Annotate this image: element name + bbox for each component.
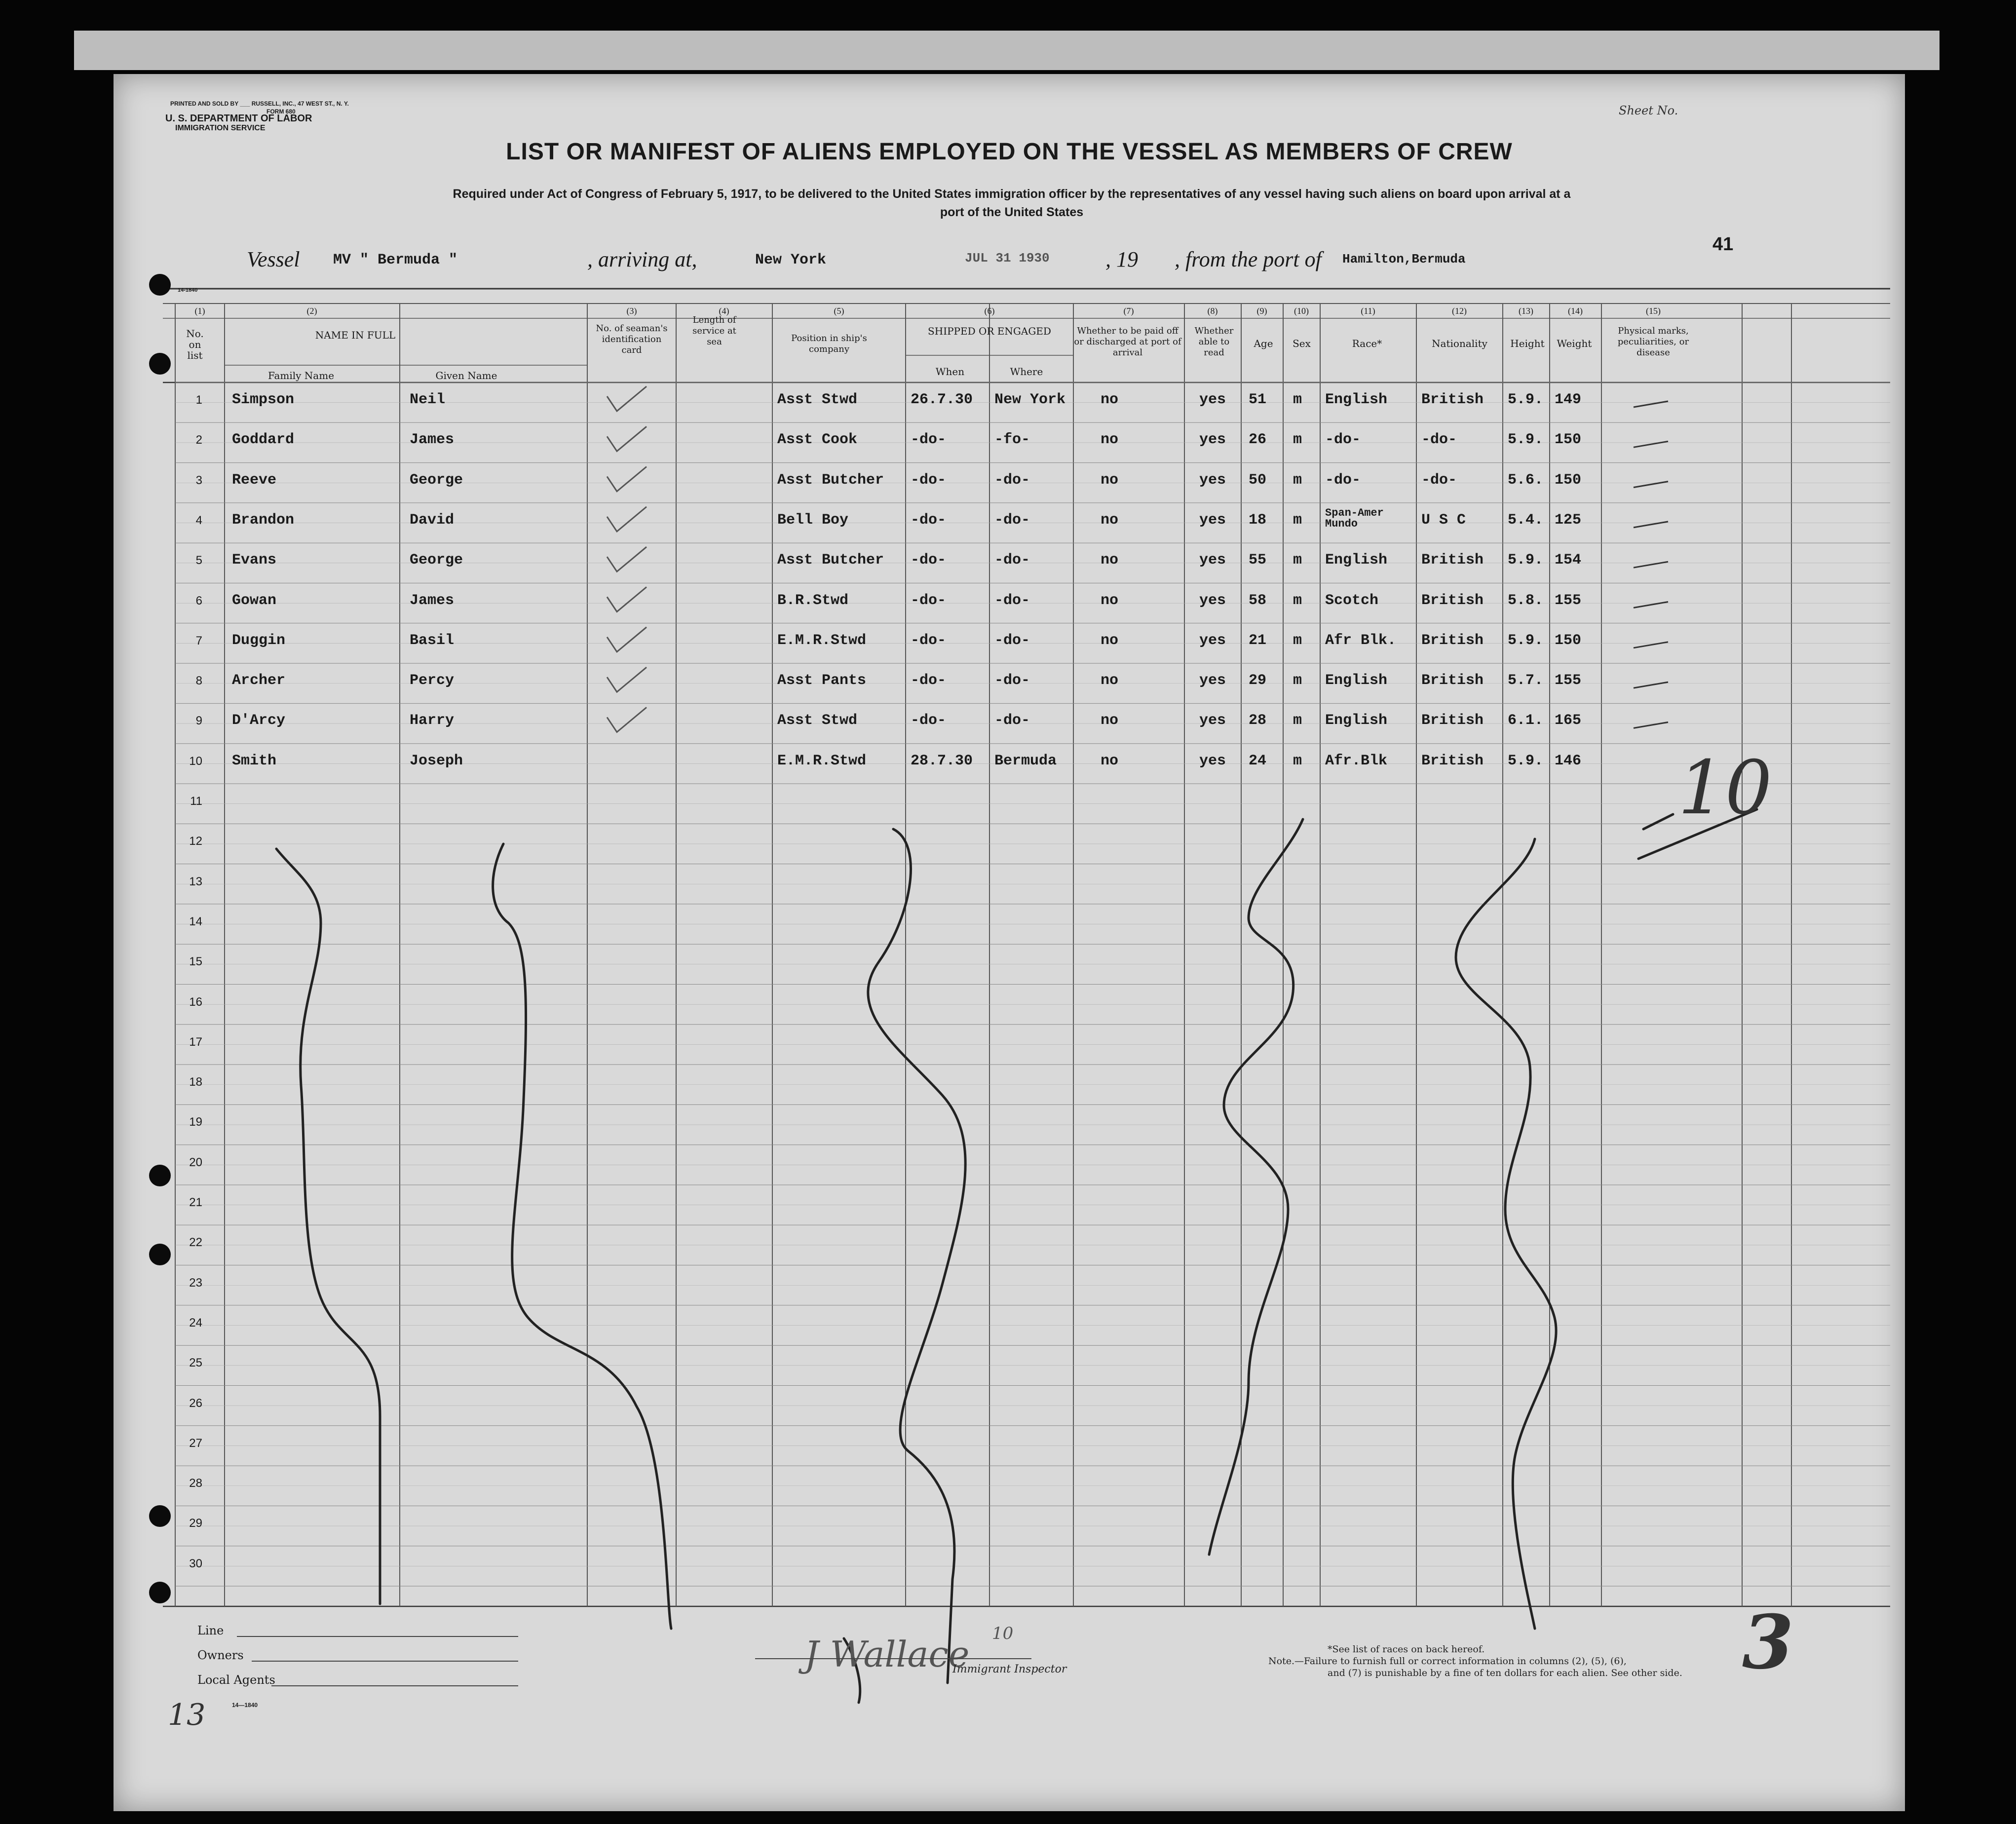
header-seaman-card: No. of seaman's identification card xyxy=(596,323,668,355)
cell-shipped-where: -do- xyxy=(994,672,1030,689)
header-when: When xyxy=(935,366,965,378)
column-number: (10) xyxy=(1294,306,1309,316)
cell-shipped-where: -do- xyxy=(994,471,1030,489)
cell-age: 21 xyxy=(1249,632,1267,649)
column-number: (6) xyxy=(984,306,995,316)
cell-given-name: George xyxy=(410,471,463,489)
cell-shipped-where: -do- xyxy=(994,511,1030,529)
header-shipped-engaged: SHIPPED OR ENGAGED xyxy=(928,325,1051,337)
header-name-in-full: NAME IN FULL xyxy=(315,329,396,341)
cell-race: Scotch xyxy=(1325,592,1379,609)
row-number: 27 xyxy=(189,1436,202,1450)
cell-paid-off: no xyxy=(1101,552,1119,569)
cell-family-name: Evans xyxy=(232,552,277,569)
cell-sex: m xyxy=(1293,391,1302,408)
cell-nationality: British xyxy=(1421,752,1484,769)
cell-able-to-read: yes xyxy=(1199,431,1226,449)
header-sex: Sex xyxy=(1293,338,1311,349)
footnote-penalty-2: and (7) is punishable by a fine of ten dollars for each alien. See other side. xyxy=(1328,1668,1682,1678)
cell-family-name: D'Arcy xyxy=(232,712,286,729)
header-height: Height xyxy=(1510,338,1545,349)
cell-shipped-where: -do- xyxy=(994,592,1030,609)
cell-weight: 149 xyxy=(1555,391,1582,408)
column-number: (7) xyxy=(1123,306,1134,316)
cell-shipped-where: -do- xyxy=(994,552,1030,569)
cell-family-name: Simpson xyxy=(232,391,295,408)
cell-able-to-read: yes xyxy=(1199,511,1226,529)
cell-family-name: Brandon xyxy=(232,511,295,529)
header-length-service: Length of service at sea xyxy=(692,315,736,347)
cell-sex: m xyxy=(1293,752,1302,769)
cell-shipped-where: -do- xyxy=(994,632,1030,649)
cell-weight: 150 xyxy=(1555,632,1582,649)
department-label: U. S. DEPARTMENT OF LABOR xyxy=(165,113,312,124)
cell-height: 5.9. xyxy=(1508,752,1544,769)
row-number: 18 xyxy=(189,1075,202,1089)
cell-shipped-when: -do- xyxy=(911,712,947,729)
arriving-label: , arriving at, xyxy=(587,247,697,271)
cell-shipped-when: -do- xyxy=(911,431,947,449)
cell-sex: m xyxy=(1293,471,1302,489)
row-number: 4 xyxy=(195,513,202,527)
cell-height: 5.4. xyxy=(1508,511,1544,529)
cell-shipped-where: -fo- xyxy=(994,431,1030,449)
service-label: IMMIGRATION SERVICE xyxy=(175,124,266,132)
cell-position: E.M.R.Stwd xyxy=(777,632,867,649)
row-number: 3 xyxy=(195,473,202,487)
inspector-rule xyxy=(755,1658,1031,1659)
form-code-bottom: 14—1840 xyxy=(232,1702,258,1709)
column-number: (8) xyxy=(1207,306,1218,316)
year-label: , 19 xyxy=(1105,247,1138,271)
footer-owners-rule xyxy=(252,1661,518,1662)
void-scribble-name xyxy=(276,849,380,1604)
cell-shipped-when: 28.7.30 xyxy=(911,752,973,769)
cell-shipped-where: Bermuda xyxy=(994,752,1057,769)
row-number: 26 xyxy=(189,1396,202,1410)
cell-given-name: Percy xyxy=(410,672,455,689)
column-number: (14) xyxy=(1568,306,1583,316)
binder-hole xyxy=(149,1244,171,1265)
cell-family-name: Smith xyxy=(232,752,277,769)
corner-number: 3 xyxy=(1742,1599,1794,1686)
cell-family-name: Archer xyxy=(232,672,286,689)
cell-able-to-read: yes xyxy=(1199,672,1226,689)
requirement-line-2: port of the United States xyxy=(940,205,1084,219)
footnote-penalty-1: Note.—Failure to furnish full or correct information in columns (2), (5), (6), xyxy=(1268,1656,1627,1667)
column-number: (12) xyxy=(1452,306,1467,316)
cell-race: -do- xyxy=(1325,471,1361,489)
cell-position: E.M.R.Stwd xyxy=(777,752,867,769)
cell-nationality: British xyxy=(1421,712,1484,729)
row-number: 29 xyxy=(189,1517,202,1530)
cell-race: English xyxy=(1325,712,1388,729)
cell-age: 24 xyxy=(1249,752,1267,769)
binder-hole xyxy=(149,1505,171,1527)
cell-given-name: James xyxy=(410,592,455,609)
inspector-label: Immigrant Inspector xyxy=(952,1663,1067,1675)
cell-weight: 146 xyxy=(1555,752,1582,769)
header-where: Where xyxy=(1010,366,1043,378)
void-scribble-card xyxy=(493,844,671,1629)
cell-shipped-where: -do- xyxy=(994,712,1030,729)
cell-given-name: George xyxy=(410,552,463,569)
cell-shipped-when: -do- xyxy=(911,552,947,569)
row-number: 2 xyxy=(195,433,202,447)
header-age: Age xyxy=(1254,338,1273,349)
from-port: Hamilton,Bermuda xyxy=(1342,252,1466,266)
manifest-sheet xyxy=(114,74,1905,1811)
cell-age: 51 xyxy=(1249,391,1267,408)
row-number: 1 xyxy=(195,393,202,407)
row-number: 7 xyxy=(195,634,202,647)
requirement-line-1: Required under Act of Congress of February 5, 1917, to be delivered to the United States immigration officer by the representatives of any vessel having such aliens on board upon arrival at a xyxy=(453,187,1571,201)
cell-race: English xyxy=(1325,552,1388,569)
cell-height: 5.9. xyxy=(1508,391,1544,408)
cell-given-name: Harry xyxy=(410,712,455,729)
cell-given-name: Basil xyxy=(410,632,455,649)
cell-height: 5.7. xyxy=(1508,672,1544,689)
cell-height: 6.1. xyxy=(1508,712,1544,729)
cell-age: 18 xyxy=(1249,511,1267,529)
row-number: 10 xyxy=(189,754,202,768)
header-able-to-read: Whether able to read xyxy=(1194,326,1234,358)
column-number: (13) xyxy=(1519,306,1533,316)
footnote-races: *See list of races on back hereof. xyxy=(1328,1644,1485,1655)
cell-position: Asst Butcher xyxy=(777,471,884,489)
void-scribble-read xyxy=(1209,819,1303,1555)
cell-sex: m xyxy=(1293,552,1302,569)
footnotes xyxy=(1268,1643,1682,1679)
handwritten-total: 10 xyxy=(1678,745,1772,831)
publisher-line: PRINTED AND SOLD BY ___ RUSSELL, INC., 47 WEST ST., N. Y. xyxy=(170,100,349,107)
void-scribble-race xyxy=(1456,839,1556,1629)
cell-position: Asst Cook xyxy=(777,431,858,449)
form-number: FORM 680 xyxy=(266,108,296,115)
cell-height: 5.8. xyxy=(1508,592,1544,609)
cell-family-name: Reeve xyxy=(232,471,277,489)
cell-weight: 155 xyxy=(1555,592,1582,609)
sheet-number-label: Sheet No. xyxy=(1619,104,1678,117)
cell-race: Afr.Blk xyxy=(1325,752,1388,769)
page-number: 41 xyxy=(1712,234,1734,255)
footer-line-rule xyxy=(237,1636,518,1637)
corner-mark: 13 xyxy=(168,1698,206,1732)
row-number: 23 xyxy=(189,1276,202,1290)
cell-shipped-when: -do- xyxy=(911,471,947,489)
row-number: 28 xyxy=(189,1477,202,1490)
cell-height: 5.6. xyxy=(1508,471,1544,489)
cell-height: 5.9. xyxy=(1508,632,1544,649)
cell-given-name: Joseph xyxy=(410,752,463,769)
cell-nationality: -do- xyxy=(1421,431,1457,449)
vessel-label: Vessel xyxy=(247,247,300,271)
header-race: Race* xyxy=(1352,338,1382,349)
row-number: 24 xyxy=(189,1316,202,1330)
cell-age: 26 xyxy=(1249,431,1267,449)
cell-able-to-read: yes xyxy=(1199,471,1226,489)
cell-able-to-read: yes xyxy=(1199,712,1226,729)
footer-owners-label: Owners xyxy=(197,1648,244,1662)
cell-nationality: British xyxy=(1421,391,1484,408)
cell-sex: m xyxy=(1293,592,1302,609)
cell-race: Afr Blk. xyxy=(1325,632,1397,649)
cell-age: 50 xyxy=(1249,471,1267,489)
cell-sex: m xyxy=(1293,632,1302,649)
header-position: Position in ship's company xyxy=(791,333,867,354)
column-number: (1) xyxy=(194,306,205,316)
cell-age: 58 xyxy=(1249,592,1267,609)
cell-position: Asst Stwd xyxy=(777,391,858,408)
footer-line-label: Line xyxy=(197,1624,224,1637)
cell-weight: 125 xyxy=(1555,511,1582,529)
header-physical-marks: Physical marks, peculiarities, or disease xyxy=(1617,326,1689,358)
footer-agents-label: Local Agents xyxy=(197,1673,275,1687)
cell-paid-off: no xyxy=(1101,431,1119,449)
form-code: 14-1840 xyxy=(178,287,198,293)
cell-age: 29 xyxy=(1249,672,1267,689)
cell-weight: 154 xyxy=(1555,552,1582,569)
cell-position: Bell Boy xyxy=(777,511,849,529)
row-number: 14 xyxy=(189,914,202,928)
column-number: (5) xyxy=(834,306,844,316)
row-number: 15 xyxy=(189,955,202,969)
from-label: , from the port of xyxy=(1175,247,1322,271)
cell-shipped-when: 26.7.30 xyxy=(911,391,973,408)
column-number: (3) xyxy=(626,306,637,316)
row-number: 30 xyxy=(189,1557,202,1570)
cell-able-to-read: yes xyxy=(1199,552,1226,569)
row-number: 13 xyxy=(189,874,202,888)
vessel-name: MV " Bermuda " xyxy=(333,252,458,268)
arriving-port: New York xyxy=(755,252,827,268)
arrival-date-stamp: JUL 31 1930 xyxy=(965,251,1050,266)
row-number: 9 xyxy=(195,714,202,728)
row-number: 19 xyxy=(189,1115,202,1129)
cell-paid-off: no xyxy=(1101,752,1119,769)
row-number: 16 xyxy=(189,995,202,1009)
cell-paid-off: no xyxy=(1101,712,1119,729)
cell-nationality: U S C xyxy=(1421,511,1466,529)
cell-able-to-read: yes xyxy=(1199,632,1226,649)
row-number: 17 xyxy=(189,1035,202,1049)
cell-given-name: Neil xyxy=(410,391,446,408)
cell-position: Asst Butcher xyxy=(777,552,884,569)
cell-age: 28 xyxy=(1249,712,1267,729)
inspector-number: 10 xyxy=(992,1624,1014,1643)
cell-family-name: Gowan xyxy=(232,592,277,609)
total-dash-line xyxy=(1643,814,1673,829)
column-number: (4) xyxy=(719,306,729,316)
row-number: 20 xyxy=(189,1155,202,1169)
cell-given-name: David xyxy=(410,511,455,529)
cell-paid-off: no xyxy=(1101,471,1119,489)
cell-able-to-read: yes xyxy=(1199,752,1226,769)
cell-position: Asst Pants xyxy=(777,672,867,689)
cell-sex: m xyxy=(1293,712,1302,729)
cell-paid-off: no xyxy=(1101,511,1119,529)
binder-hole xyxy=(149,1582,171,1603)
row-number: 5 xyxy=(195,554,202,568)
header-no: No. on list xyxy=(186,328,204,361)
header-paid-off: Whether to be paid off or discharged at port of arrival xyxy=(1074,326,1181,358)
row-number: 21 xyxy=(189,1196,202,1209)
cell-height: 5.9. xyxy=(1508,552,1544,569)
page-top-edge xyxy=(74,31,1940,70)
cell-weight: 150 xyxy=(1555,471,1582,489)
column-number: (15) xyxy=(1646,306,1661,316)
row-number: 25 xyxy=(189,1356,202,1370)
cell-given-name: James xyxy=(410,431,455,449)
handwritten-marks xyxy=(114,74,1905,1811)
cell-able-to-read: yes xyxy=(1199,391,1226,408)
cell-sex: m xyxy=(1293,511,1302,529)
binder-hole xyxy=(149,353,171,375)
cell-sex: m xyxy=(1293,431,1302,449)
footer-agents-rule xyxy=(271,1685,518,1686)
row-number: 8 xyxy=(195,674,202,688)
binder-hole xyxy=(149,274,171,296)
cell-race: English xyxy=(1325,391,1388,408)
cell-weight: 165 xyxy=(1555,712,1582,729)
column-number: (2) xyxy=(306,306,317,316)
column-number: (9) xyxy=(1256,306,1267,316)
binder-hole xyxy=(149,1165,171,1186)
header-weight: Weight xyxy=(1557,338,1592,349)
row-number: 22 xyxy=(189,1236,202,1250)
cell-nationality: -do- xyxy=(1421,471,1457,489)
column-number: (11) xyxy=(1361,306,1375,316)
cell-paid-off: no xyxy=(1101,391,1119,408)
cell-age: 55 xyxy=(1249,552,1267,569)
cell-height: 5.9. xyxy=(1508,431,1544,449)
cell-nationality: British xyxy=(1421,672,1484,689)
row-number: 6 xyxy=(195,594,202,608)
header-family-name: Family Name xyxy=(267,370,335,381)
cell-shipped-when: -do- xyxy=(911,672,947,689)
row-number: 11 xyxy=(190,795,202,808)
header-given-name: Given Name xyxy=(435,370,497,381)
cell-paid-off: no xyxy=(1101,592,1119,609)
header-nationality: Nationality xyxy=(1432,338,1487,349)
document-title: LIST OR MANIFEST OF ALIENS EMPLOYED ON THE VESSEL AS MEMBERS OF CREW xyxy=(506,139,1513,165)
cell-position: Asst Stwd xyxy=(777,712,858,729)
cell-weight: 155 xyxy=(1555,672,1582,689)
cell-race: Span-Amer Mundo xyxy=(1325,506,1384,530)
cell-position: B.R.Stwd xyxy=(777,592,849,609)
cell-shipped-where: New York xyxy=(994,391,1066,408)
cell-race: English xyxy=(1325,672,1388,689)
cell-weight: 150 xyxy=(1555,431,1582,449)
cell-paid-off: no xyxy=(1101,672,1119,689)
cell-shipped-when: -do- xyxy=(911,592,947,609)
cell-nationality: British xyxy=(1421,632,1484,649)
cell-able-to-read: yes xyxy=(1199,592,1226,609)
cell-family-name: Duggin xyxy=(232,632,286,649)
void-scribble-shipped xyxy=(868,829,965,1683)
cell-family-name: Goddard xyxy=(232,431,295,449)
cell-shipped-when: -do- xyxy=(911,511,947,529)
inspector-signature: J Wallace xyxy=(804,1634,970,1675)
row-number: 12 xyxy=(189,835,202,848)
cell-race: -do- xyxy=(1325,431,1361,449)
cell-nationality: British xyxy=(1421,552,1484,569)
cell-shipped-when: -do- xyxy=(911,632,947,649)
cell-sex: m xyxy=(1293,672,1302,689)
cell-paid-off: no xyxy=(1101,632,1119,649)
cell-nationality: British xyxy=(1421,592,1484,609)
